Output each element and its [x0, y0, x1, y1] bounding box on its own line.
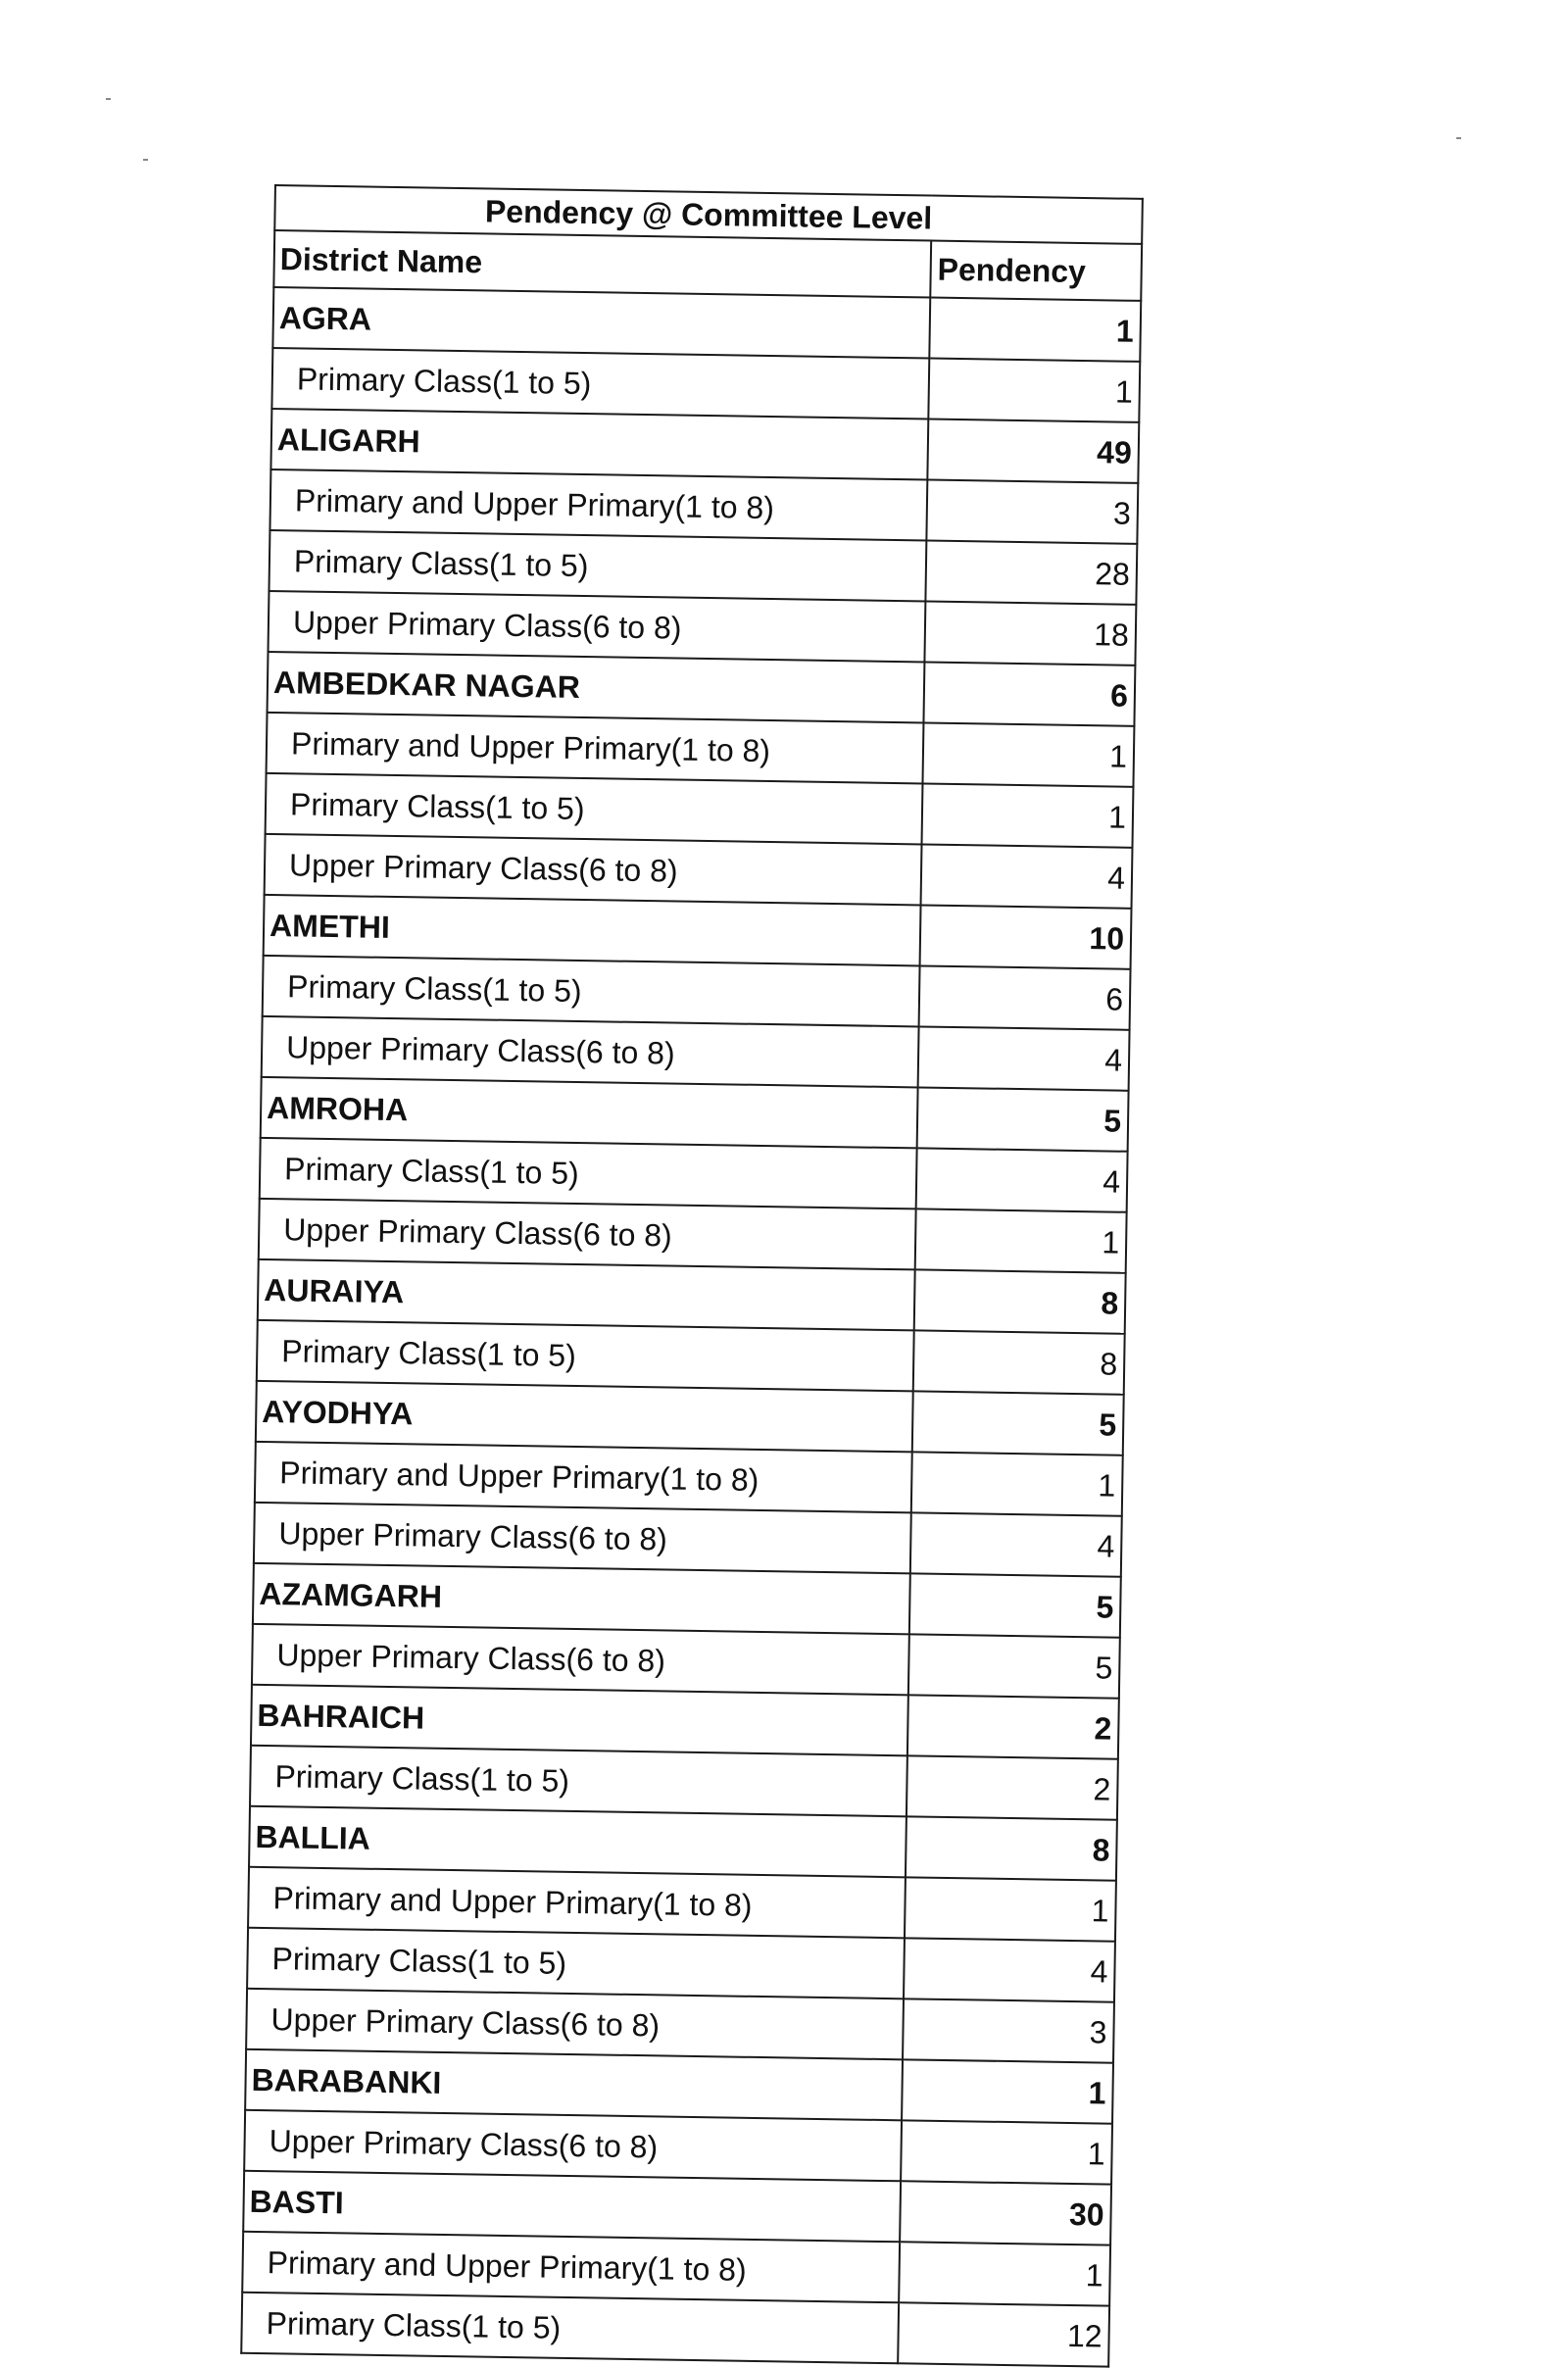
- category-name-cell: Primary and Upper Primary(1 to 8): [242, 2232, 900, 2303]
- category-name-cell: Primary Class(1 to 5): [260, 1138, 917, 1209]
- category-name-cell: Upper Primary Class(6 to 8): [254, 1503, 911, 1574]
- category-name-cell: Primary Class(1 to 5): [263, 956, 920, 1027]
- category-pendency-cell: 18: [924, 601, 1136, 665]
- category-name-cell: Primary Class(1 to 5): [241, 2293, 899, 2364]
- category-name-cell: Primary and Upper Primary(1 to 8): [270, 469, 927, 541]
- category-name-cell: Upper Primary Class(6 to 8): [262, 1016, 919, 1088]
- district-pendency-cell: 2: [907, 1695, 1119, 1758]
- district-pendency-cell: 5: [909, 1573, 1121, 1637]
- category-pendency-cell: 1: [911, 1452, 1123, 1515]
- category-pendency-cell: 1: [905, 1877, 1116, 1941]
- category-name-cell: Upper Primary Class(6 to 8): [246, 1989, 904, 2060]
- district-pendency-cell: 8: [914, 1269, 1126, 1333]
- district-name-cell: AGRA: [272, 287, 930, 359]
- category-pendency-cell: 4: [921, 844, 1133, 908]
- table-title: Pendency @ Committee Level: [274, 185, 1143, 244]
- category-name-cell: Primary Class(1 to 5): [269, 530, 926, 602]
- scan-speck: [106, 98, 111, 100]
- category-pendency-cell: 12: [898, 2302, 1109, 2366]
- district-name-cell: BAHRAICH: [251, 1685, 908, 1756]
- category-pendency-cell: 1: [928, 359, 1140, 422]
- category-pendency-cell: 4: [918, 1026, 1130, 1090]
- category-pendency-cell: 3: [926, 480, 1138, 544]
- category-name-cell: Primary Class(1 to 5): [250, 1746, 907, 1817]
- category-name-cell: Primary Class(1 to 5): [271, 348, 929, 419]
- category-pendency-cell: 4: [916, 1148, 1128, 1211]
- category-row: [241, 2293, 1109, 2367]
- category-pendency-cell: 8: [913, 1330, 1125, 1394]
- category-name-cell: Upper Primary Class(6 to 8): [244, 2110, 902, 2182]
- district-pendency-cell: 1: [929, 298, 1141, 362]
- district-pendency-cell: 10: [920, 905, 1132, 968]
- category-pendency-cell: 3: [903, 1998, 1114, 2062]
- district-name-cell: BALLIA: [249, 1806, 906, 1878]
- category-pendency-cell: 1: [901, 2120, 1112, 2184]
- district-name-cell: AZAMGARH: [253, 1563, 910, 1635]
- category-name-cell: Upper Primary Class(6 to 8): [259, 1199, 916, 1270]
- district-pendency-cell: 5: [912, 1391, 1124, 1455]
- category-pendency-cell: 5: [908, 1634, 1120, 1698]
- pendency-table-container: [240, 184, 1142, 2368]
- district-pendency-cell: 30: [900, 2181, 1111, 2245]
- scan-speck: [143, 159, 148, 161]
- district-pendency-cell: 5: [917, 1087, 1129, 1151]
- category-pendency-cell: 2: [906, 1755, 1118, 1819]
- category-pendency-cell: 4: [910, 1512, 1122, 1576]
- district-name-header: District Name: [273, 230, 931, 298]
- district-pendency-cell: 49: [927, 419, 1139, 483]
- category-name-cell: Primary Class(1 to 5): [266, 773, 923, 845]
- district-name-cell: BASTI: [243, 2171, 901, 2243]
- district-pendency-cell: 1: [902, 2059, 1113, 2123]
- district-name-cell: AYODHYA: [256, 1381, 913, 1453]
- category-name-cell: Primary and Upper Primary(1 to 8): [255, 1442, 912, 1513]
- category-name-cell: Primary and Upper Primary(1 to 8): [248, 1867, 906, 1939]
- district-name-cell: BARABANKI: [245, 2049, 903, 2121]
- category-name-cell: Primary and Upper Primary(1 to 8): [267, 713, 924, 784]
- pendency-header: Pendency: [930, 241, 1142, 301]
- scan-speck: [1456, 137, 1461, 139]
- district-pendency-cell: 6: [923, 662, 1135, 725]
- district-pendency-cell: 8: [906, 1816, 1117, 1880]
- district-name-cell: AURAIYA: [258, 1259, 915, 1331]
- category-pendency-cell: 1: [922, 722, 1134, 786]
- category-name-cell: Primary Class(1 to 5): [247, 1928, 905, 1999]
- category-pendency-cell: 4: [904, 1938, 1115, 2001]
- district-name-cell: ALIGARH: [270, 409, 928, 480]
- district-name-cell: AMROHA: [261, 1077, 918, 1149]
- district-name-cell: AMBEDKAR NAGAR: [268, 652, 925, 723]
- pendency-table: [240, 184, 1144, 2368]
- category-pendency-cell: 1: [922, 783, 1134, 847]
- category-name-cell: Upper Primary Class(6 to 8): [269, 591, 926, 663]
- category-name-cell: Primary Class(1 to 5): [257, 1320, 914, 1392]
- category-pendency-cell: 28: [925, 540, 1137, 604]
- category-name-cell: Upper Primary Class(6 to 8): [265, 834, 922, 906]
- district-name-cell: AMETHI: [264, 895, 921, 966]
- category-pendency-cell: 1: [899, 2242, 1110, 2305]
- category-name-cell: Upper Primary Class(6 to 8): [252, 1624, 909, 1696]
- category-pendency-cell: 1: [915, 1209, 1127, 1272]
- table-body: [241, 287, 1141, 2367]
- category-pendency-cell: 6: [919, 965, 1131, 1029]
